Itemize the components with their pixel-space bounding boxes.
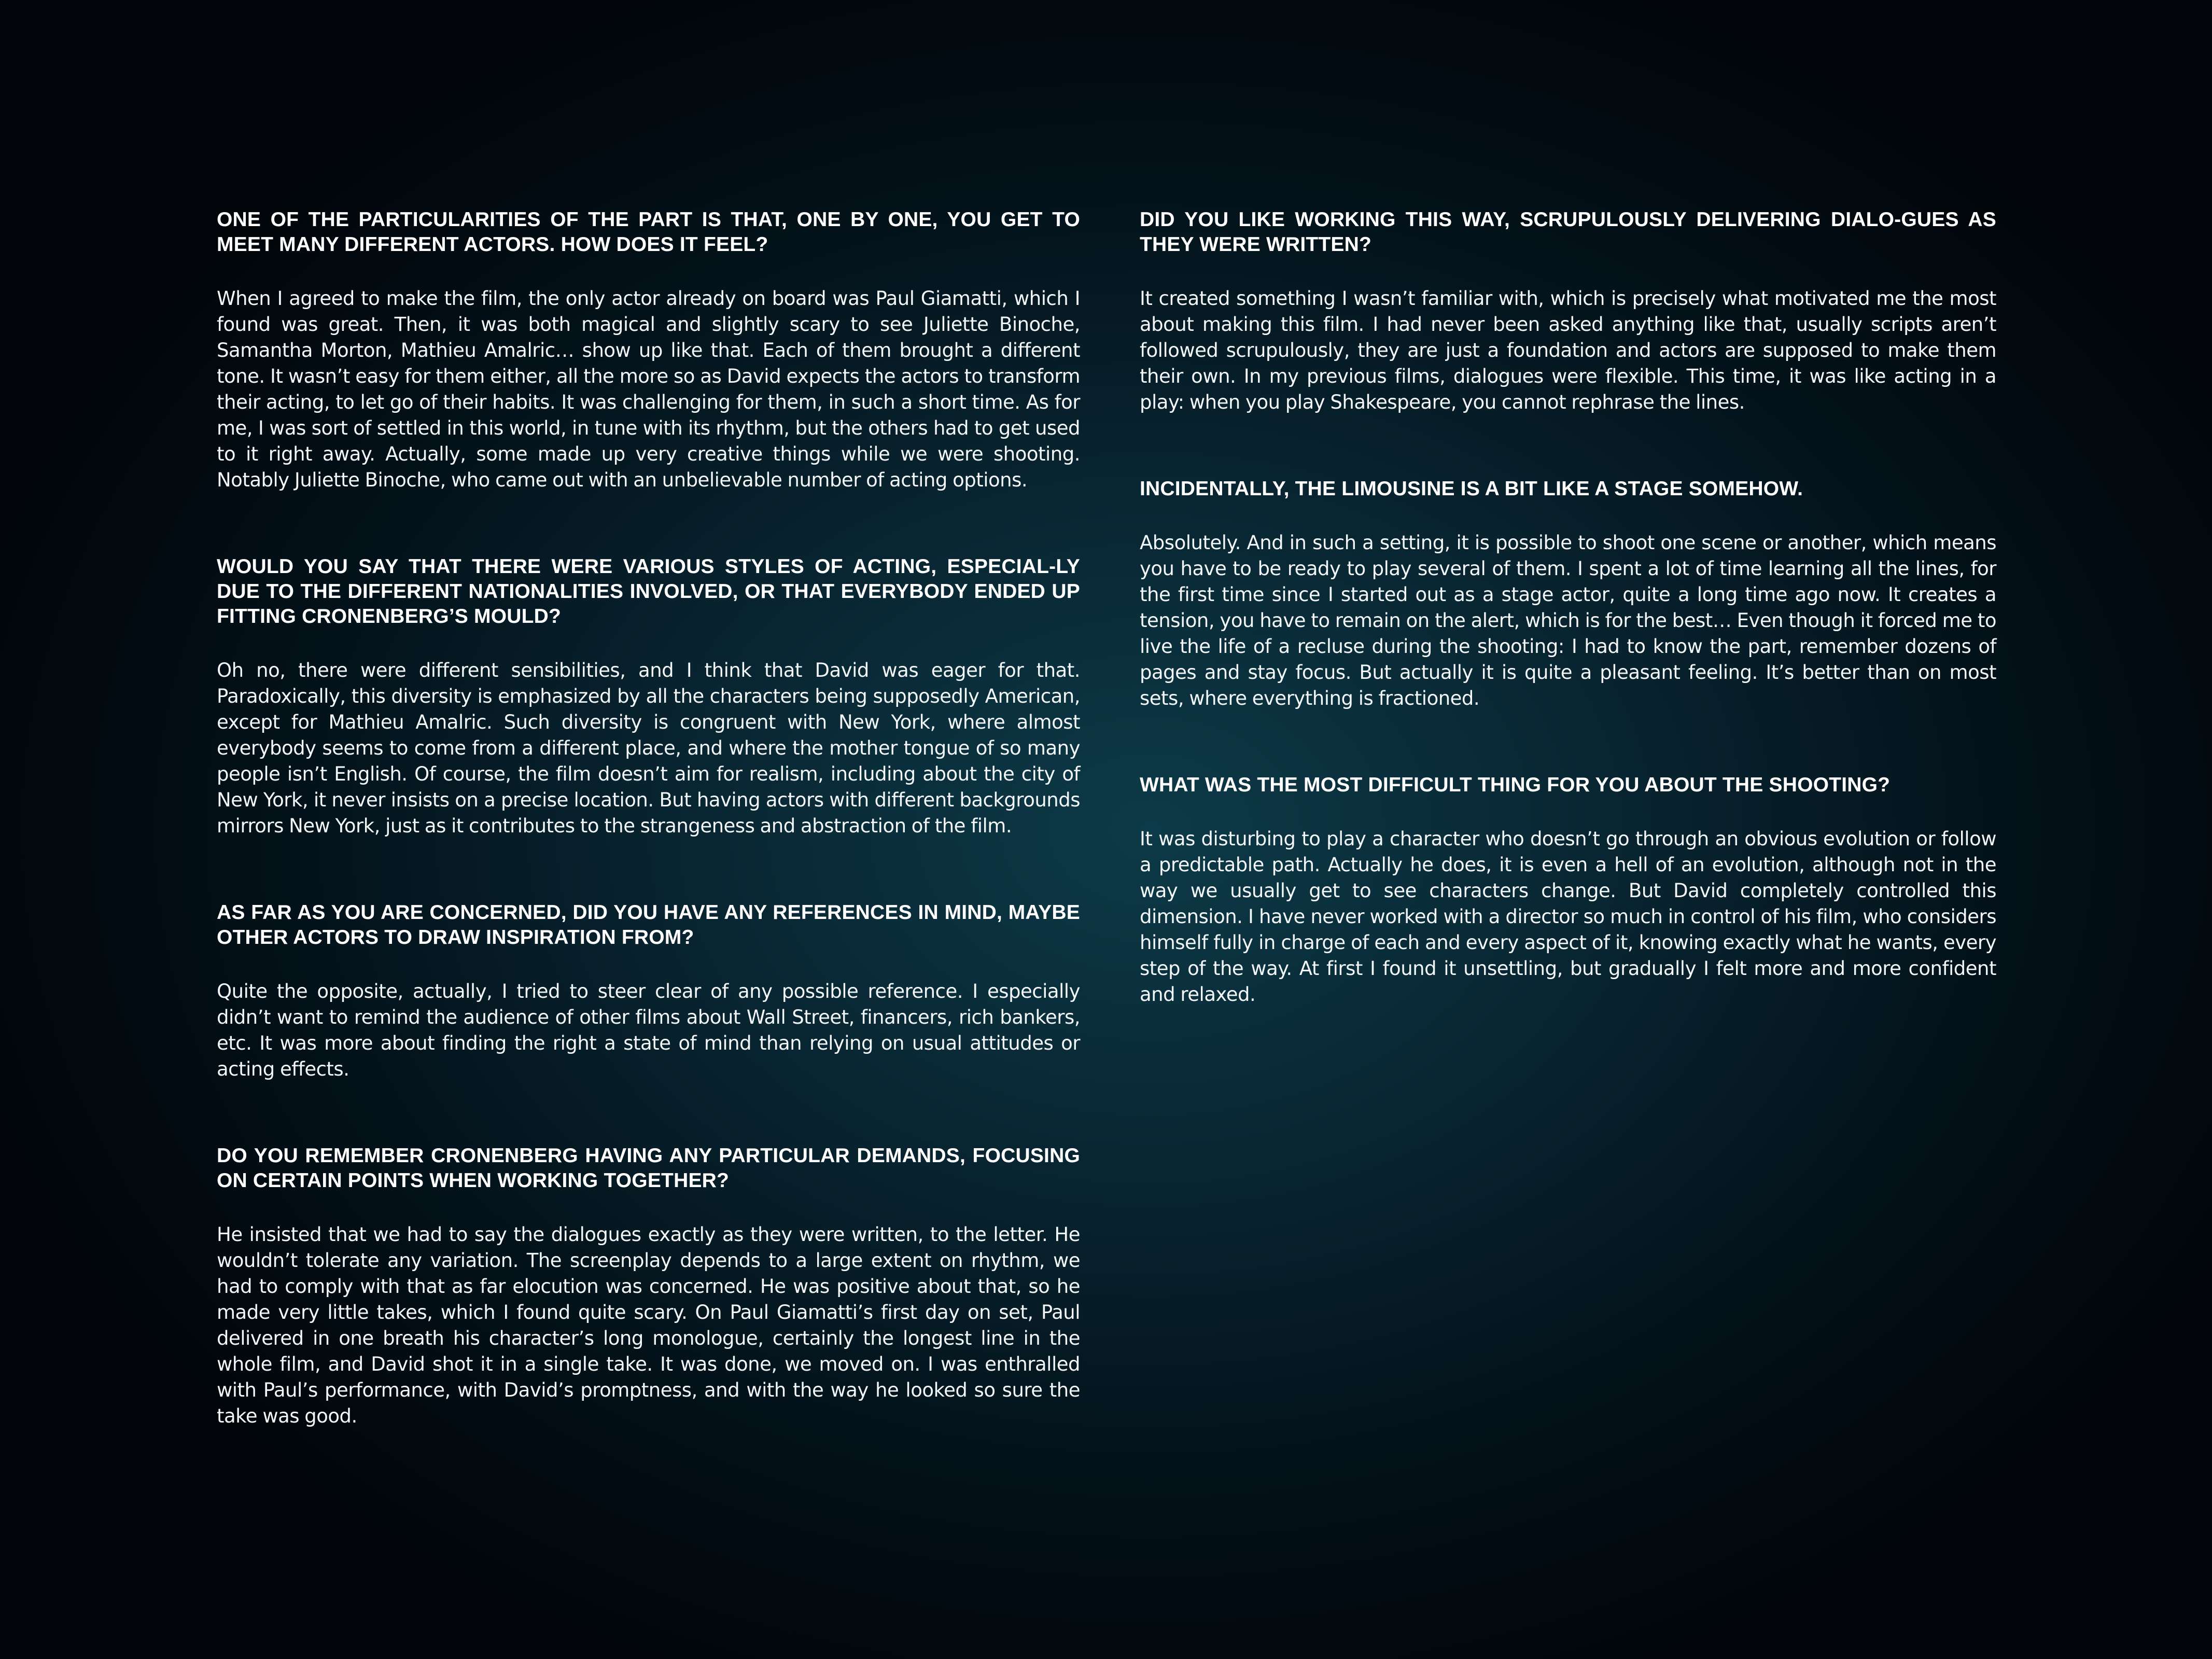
interview-answer: Absolutely. And in such a setting, it is possible to shoot one scene or another, which means you have to be ready to play several of them. I spent a lot of time learning all the lines, for the first time since I started out as a stage actor, quite a long time ago now. It creates a tension, you have to remain on the alert, which is for the best… Even though it forced me to live the life of a recluse during the shooting: I had to know the part, remember dozens of pages and stay focus. But actually it is quite a pleasant feeling. It’s better than on most sets, where everything is fractioned. (1140, 532, 1996, 709)
interview-answer: He insisted that we had to say the dialogues exactly as they were written, to the letter. He wouldn’t tolerate any variation. The screenplay depends to a large extent on rhythm, we had to comply with that as far elocution was concerned. He was positive about that, so he made very little takes, which I found quite scary. On Paul Giamatti’s first day on set, Paul delivered in one breath his character’s long monologue, certainly the longest line in the whole film, and David shot it in a single take. It was done, we moved on. I was enthralled with Paul’s performance, with David’s promptness, and with the way he looked so sure the take was good. (217, 1223, 1080, 1427)
right-column (1140, 207, 1996, 1069)
interview-section (217, 900, 1080, 1082)
interview-answer: It created something I wasn’t familiar with, which is precisely what motivated me the most about making this film. I had never been asked anything like that, usually scripts aren’t followed scrupulously, they are just a foundation and actors are supposed to make them their own. In my previous films, dialogues were flexible. This time, it was like acting in a play: when you play Shakespeare, you cannot rephrase the lines. (1140, 287, 1996, 413)
interview-question: DO YOU REMEMBER CRONENBERG HAVING ANY PARTICULAR DEMANDS, FOCUSING ON CERTAIN POINTS WHEN WORKING TOGETHER? (217, 1145, 1080, 1192)
interview-section (1140, 477, 1996, 712)
left-column (217, 207, 1080, 1490)
interview-section (217, 554, 1080, 839)
interview-answer: Oh no, there were different sensibilities, and I think that David was eager for that. Paradoxically, this diversity is emphasized by all the characters being supposedly American, except for Mathieu Amalric. Such diversity is congruent with New York, where almost everybody seems to come from a different place, and where the mother tongue of so many people isn’t English. Of course, the film doesn’t aim for realism, including about the city of New York, it never insists on a precise location. But having actors with different backgrounds mirrors New York, just as it contributes to the strangeness and abstraction of the film. (217, 659, 1080, 837)
interview-answer: It was disturbing to play a character who doesn’t go through an obvious evolution or follow a predictable path. Actually he does, it is even a hell of an evolution, although not in the way we usually get to see characters change. But David completely controlled this dimension. I have never worked with a director so much in control of his film, who considers himself fully in charge of each and every aspect of it, knowing exactly what he wants, every step of the way. At first I found it unsettling, but gradually I felt more and more confident and relaxed. (1140, 828, 1996, 1006)
interview-section (217, 207, 1080, 493)
interview-question: WHAT WAS THE MOST DIFFICULT THING FOR YOU ABOUT THE SHOOTING? (1140, 774, 1891, 796)
interview-section (217, 1144, 1080, 1429)
interview-section (1140, 207, 1996, 415)
interview-question: AS FAR AS YOU ARE CONCERNED, DID YOU HAVE ANY REFERENCES IN MIND, MAYBE OTHER ACTORS TO DRAW INSPIRATION FROM? (217, 901, 1080, 949)
interview-question: ONE OF THE PARTICULARITIES OF THE PART IS THAT, ONE BY ONE, YOU GET TO MEET MANY DIFFERENT ACTORS. HOW DOES IT FEEL? (217, 208, 1080, 256)
interview-answer: Quite the opposite, actually, I tried to steer clear of any possible reference. I especially didn’t want to remind the audience of other films about Wall Street, financers, rich bankers, etc. It was more about finding the right a state of mind than relying on usual attitudes or acting effects. (217, 980, 1080, 1080)
interview-question: DID YOU LIKE WORKING THIS WAY, SCRUPULOUSLY DELIVERING DIALO-GUES AS THEY WERE WRITTEN? (1140, 208, 1996, 256)
interview-question: WOULD YOU SAY THAT THERE WERE VARIOUS STYLES OF ACTING, ESPECIAL-LY DUE TO THE DIFFERENT NATIONALITIES INVOLVED, OR THAT EVERYBODY ENDED UP FITTING CRONENBERG’S MOULD? (217, 555, 1080, 628)
interview-answer: When I agreed to make the film, the only actor already on board was Paul Giamatti, which I found was great. Then, it was both magical and slightly scary to see Juliette Binoche, Samantha Morton, Mathieu Amalric… show up like that. Each of them brought a different tone. It wasn’t easy for them either, all the more so as David expects the actors to transform their acting, to let go of their habits. It was challenging for them, in such a short time. As for me, I was sort of settled in this world, in tune with its rhythm, but the others had to get used to it right away. Actually, some made up very creative things while we were shooting. Notably Juliette Binoche, who came out with an unbelievable number of acting options. (217, 287, 1080, 491)
interview-section (1140, 773, 1996, 1008)
interview-question: INCIDENTALLY, THE LIMOUSINE IS A BIT LIKE A STAGE SOMEHOW. (1140, 478, 1803, 500)
